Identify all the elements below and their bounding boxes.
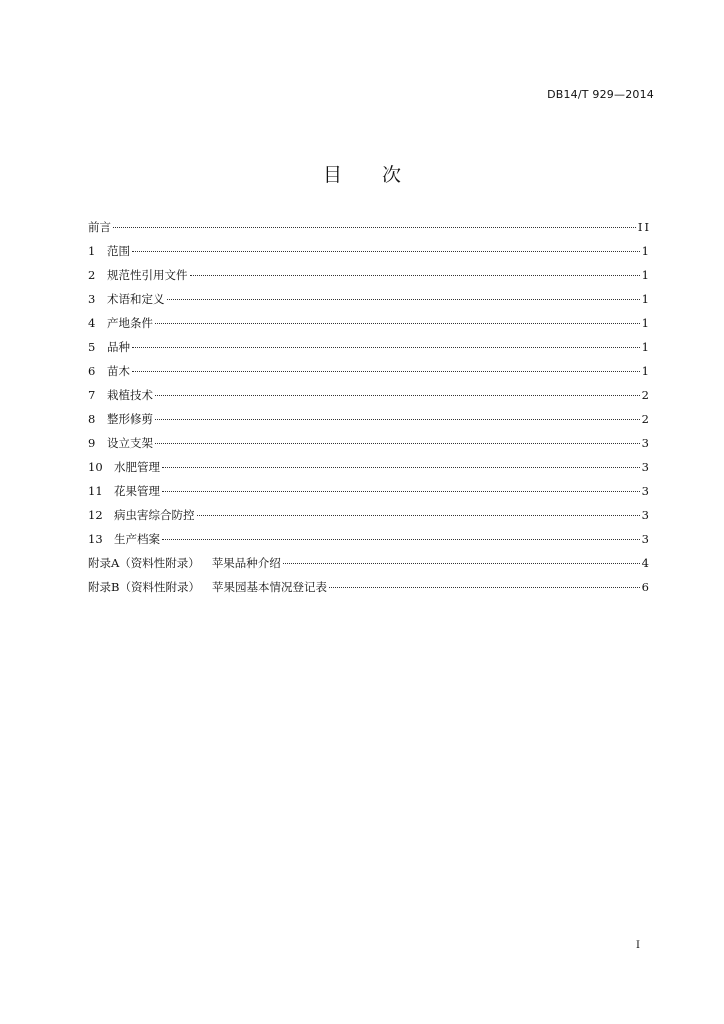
toc-entry-page: 1 xyxy=(641,292,651,306)
toc-entry-label: 5 品种 xyxy=(88,340,130,354)
toc-entry-label: 4 产地条件 xyxy=(88,316,153,330)
toc-entry-page: 1 xyxy=(641,364,651,378)
toc-entry-label: 11 花果管理 xyxy=(88,484,160,498)
toc-leader-dots xyxy=(155,323,640,324)
toc-entry-number: 5 xyxy=(88,340,96,354)
toc-leader-dots xyxy=(162,467,640,468)
toc-leader-dots xyxy=(155,395,640,396)
toc-entry-pest-control[interactable] xyxy=(88,507,649,531)
toc-leader-dots xyxy=(162,491,640,492)
toc-entry-label: 10 水肥管理 xyxy=(88,460,160,474)
toc-entry-page: 3 xyxy=(641,532,651,546)
toc-entry-scope[interactable] xyxy=(88,243,649,267)
toc-entry-label: 7 栽植技术 xyxy=(88,388,153,402)
toc-entry-pruning[interactable] xyxy=(88,411,649,435)
toc-entry-number: 9 xyxy=(88,436,96,450)
toc-leader-dots xyxy=(162,539,640,540)
toc-entry-terms[interactable] xyxy=(88,291,649,315)
toc-entry-label: 3 术语和定义 xyxy=(88,292,165,306)
toc-entry-varieties[interactable] xyxy=(88,339,649,363)
toc-entry-number: 8 xyxy=(88,412,96,426)
toc-entry-label: 前言 xyxy=(88,220,111,234)
toc-entry-number: 13 xyxy=(88,532,103,546)
toc-appendix-designation: 附录B（资料性附录） xyxy=(88,580,200,594)
toc-leader-dots xyxy=(113,227,636,228)
toc-entry-appendix-a[interactable] xyxy=(88,555,649,579)
toc-entry-trellis[interactable] xyxy=(88,435,649,459)
toc-entry-page: 1 xyxy=(641,340,651,354)
toc-entry-page: II xyxy=(637,220,651,234)
toc-entry-nursery-stock[interactable] xyxy=(88,363,649,387)
toc-entry-page: 3 xyxy=(641,460,651,474)
toc-entry-label: 1 范围 xyxy=(88,244,130,258)
toc-leader-dots xyxy=(155,443,640,444)
toc-entry-label: 2 规范性引用文件 xyxy=(88,268,188,282)
page-title xyxy=(0,160,724,187)
toc-entry-production-records[interactable] xyxy=(88,531,649,555)
toc-entry-page: 3 xyxy=(641,436,651,450)
page-number: I xyxy=(636,940,640,951)
title-char-2: 次 xyxy=(382,164,402,186)
toc-entry-page: 1 xyxy=(641,244,651,258)
toc-entry-label: 9 设立支架 xyxy=(88,436,153,450)
toc-entry-page: 2 xyxy=(641,412,651,426)
toc-leader-dots xyxy=(197,515,640,516)
toc-entry-label: 13 生产档案 xyxy=(88,532,160,546)
toc-leader-dots xyxy=(190,275,640,276)
toc-entry-water-fertilizer[interactable] xyxy=(88,459,649,483)
toc-entry-foreword[interactable] xyxy=(88,219,649,243)
toc-entry-page: 3 xyxy=(641,508,651,522)
toc-entry-number: 1 xyxy=(88,244,96,258)
toc-entry-number: 3 xyxy=(88,292,96,306)
toc-entry-page: 1 xyxy=(641,316,651,330)
toc-entry-number: 11 xyxy=(88,484,103,498)
toc-entry-number: 12 xyxy=(88,508,103,522)
toc-entry-label: 8 整形修剪 xyxy=(88,412,153,426)
toc-entry-label: 附录B（资料性附录） 苹果园基本情况登记表 xyxy=(88,580,327,594)
toc-entry-number: 2 xyxy=(88,268,96,282)
toc-leader-dots xyxy=(329,587,640,588)
title-char-1: 目 xyxy=(322,164,342,186)
toc-entry-page: 4 xyxy=(641,556,651,570)
toc-leader-dots xyxy=(132,347,640,348)
toc-entry-normative-references[interactable] xyxy=(88,267,649,291)
toc-leader-dots xyxy=(132,371,640,372)
toc-entry-page: 1 xyxy=(641,268,651,282)
toc-entry-number: 10 xyxy=(88,460,103,474)
toc-entry-number: 4 xyxy=(88,316,96,330)
toc-leader-dots xyxy=(155,419,640,420)
toc-leader-dots xyxy=(167,299,640,300)
toc-entry-label: 6 苗木 xyxy=(88,364,130,378)
toc-entry-site-conditions[interactable] xyxy=(88,315,649,339)
table-of-contents xyxy=(88,219,649,603)
toc-entry-page: 2 xyxy=(641,388,651,402)
toc-leader-dots xyxy=(283,563,640,564)
toc-entry-planting[interactable] xyxy=(88,387,649,411)
toc-appendix-designation: 附录A（资料性附录） xyxy=(88,556,200,570)
toc-entry-number: 7 xyxy=(88,388,96,402)
toc-entry-number: 6 xyxy=(88,364,96,378)
toc-entry-flower-fruit[interactable] xyxy=(88,483,649,507)
toc-entry-label: 附录A（资料性附录） 苹果品种介绍 xyxy=(88,556,281,570)
toc-leader-dots xyxy=(132,251,640,252)
toc-entry-appendix-b[interactable] xyxy=(88,579,649,603)
document-code: DB14/T 929—2014 xyxy=(547,88,654,101)
toc-entry-page: 6 xyxy=(641,580,651,594)
toc-entry-page: 3 xyxy=(641,484,651,498)
toc-entry-label: 12 病虫害综合防控 xyxy=(88,508,195,522)
